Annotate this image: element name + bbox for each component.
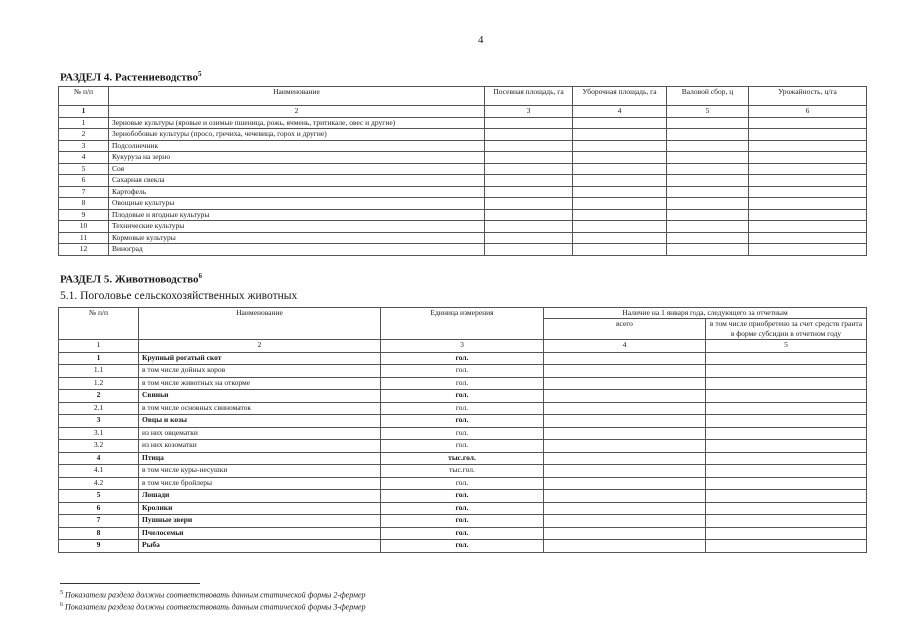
livestock-row-name: Кролики (139, 502, 381, 515)
livestock-row-unit: тыс.гол. (381, 452, 544, 465)
col-header-n: № п/п (59, 87, 109, 106)
section4-footnote-ref: 5 (198, 70, 202, 78)
livestock-row (59, 477, 867, 490)
crop-row-name: Соя (109, 163, 485, 175)
total-cell[interactable] (544, 515, 706, 528)
productivity-cell[interactable] (749, 129, 867, 141)
crop-row-name: Кормовые культуры (109, 232, 485, 244)
grant-cell[interactable] (706, 465, 867, 478)
livestock-row-name: из них овцематки (139, 427, 381, 440)
livestock-row-number: 9 (59, 540, 139, 553)
footnote-6 (60, 602, 366, 612)
crop-row (59, 221, 867, 233)
col-header-grant: в том числе приобретено за счет средств гранта в форме субсидии в отчетном году (706, 319, 867, 340)
livestock-table-header (59, 308, 867, 319)
grant-cell[interactable] (706, 352, 867, 365)
col-header-productivity: Урожайность, ц/га (749, 87, 867, 106)
grant-cell[interactable] (706, 527, 867, 540)
livestock-row-unit: гол. (381, 390, 544, 403)
livestock-row-number: 1.1 (59, 365, 139, 378)
footnote-5 (60, 590, 366, 600)
livestock-row-name: Пушные звери (139, 515, 381, 528)
gross-yield-cell[interactable] (667, 232, 749, 244)
livestock-row (59, 452, 867, 465)
total-cell[interactable] (544, 427, 706, 440)
crop-row-name: Картофель (109, 186, 485, 198)
total-cell[interactable] (544, 527, 706, 540)
livestock-row-unit: гол. (381, 415, 544, 428)
col-header-harvested-area: Уборочная площадь, га (573, 87, 667, 106)
crop-row-number: 5 (59, 163, 109, 175)
productivity-cell[interactable] (749, 186, 867, 198)
livestock-row-unit: гол. (381, 490, 544, 503)
livestock-row-unit: гол. (381, 477, 544, 490)
crop-row-number: 3 (59, 140, 109, 152)
livestock-row-number: 8 (59, 527, 139, 540)
harvested-area-cell[interactable] (573, 221, 667, 233)
footnote-5-ref: 5 (60, 590, 63, 596)
crop-row (59, 175, 867, 187)
crop-row-name: Зернобобовые культуры (просо, гречиха, чечевица, горох и другие) (109, 129, 485, 141)
total-cell[interactable] (544, 465, 706, 478)
sown-area-cell[interactable] (485, 232, 573, 244)
livestock-row (59, 365, 867, 378)
livestock-row-unit: гол. (381, 402, 544, 415)
crop-table-numbering (59, 106, 867, 118)
harvested-area-cell[interactable] (573, 140, 667, 152)
footnote-6-text: Показатели раздела должны соответствовать данным статической формы 3-фермер (65, 602, 366, 612)
col-number: 2 (109, 106, 485, 118)
total-cell[interactable] (544, 402, 706, 415)
livestock-row (59, 527, 867, 540)
livestock-row-unit: гол. (381, 352, 544, 365)
total-cell[interactable] (544, 440, 706, 453)
gross-yield-cell[interactable] (667, 244, 749, 256)
productivity-cell[interactable] (749, 232, 867, 244)
productivity-cell[interactable] (749, 140, 867, 152)
sown-area-cell[interactable] (485, 186, 573, 198)
crop-row-name: Овощные культуры (109, 198, 485, 210)
livestock-row (59, 415, 867, 428)
productivity-cell[interactable] (749, 221, 867, 233)
total-cell[interactable] (544, 415, 706, 428)
crop-row (59, 209, 867, 221)
total-cell[interactable] (544, 365, 706, 378)
col-number: 3 (485, 106, 573, 118)
col-number: 1 (59, 340, 139, 353)
livestock-table (58, 307, 867, 553)
col-header-name: Наименование (139, 308, 381, 340)
col-header-name: Наименование (109, 87, 485, 106)
gross-yield-cell[interactable] (667, 129, 749, 141)
crop-row-name: Подсолнечник (109, 140, 485, 152)
sown-area-cell[interactable] (485, 244, 573, 256)
crop-table-header (59, 87, 867, 106)
grant-cell[interactable] (706, 427, 867, 440)
grant-cell[interactable] (706, 540, 867, 553)
crop-row-number: 6 (59, 175, 109, 187)
crop-row (59, 117, 867, 129)
gross-yield-cell[interactable] (667, 117, 749, 129)
livestock-row-unit: гол. (381, 377, 544, 390)
crop-row (59, 232, 867, 244)
harvested-area-cell[interactable] (573, 175, 667, 187)
gross-yield-cell[interactable] (667, 163, 749, 175)
livestock-row-number: 1.2 (59, 377, 139, 390)
grant-cell[interactable] (706, 402, 867, 415)
crop-row (59, 198, 867, 210)
crop-table (58, 86, 867, 256)
livestock-row-name: из них козоматки (139, 440, 381, 453)
grant-cell[interactable] (706, 515, 867, 528)
sown-area-cell[interactable] (485, 198, 573, 210)
grant-cell[interactable] (706, 365, 867, 378)
harvested-area-cell[interactable] (573, 117, 667, 129)
crop-row-name: Технические культуры (109, 221, 485, 233)
livestock-row-number: 1 (59, 352, 139, 365)
gross-yield-cell[interactable] (667, 140, 749, 152)
crop-row (59, 244, 867, 256)
gross-yield-cell[interactable] (667, 209, 749, 221)
livestock-row-number: 3 (59, 415, 139, 428)
livestock-row-number: 2.1 (59, 402, 139, 415)
livestock-row (59, 515, 867, 528)
crop-row-number: 2 (59, 129, 109, 141)
sown-area-cell[interactable] (485, 163, 573, 175)
harvested-area-cell[interactable] (573, 244, 667, 256)
livestock-row-name: в том числе животных на откорме (139, 377, 381, 390)
productivity-cell[interactable] (749, 117, 867, 129)
crop-row-number: 11 (59, 232, 109, 244)
livestock-row-name: в том числе дойных коров (139, 365, 381, 378)
productivity-cell[interactable] (749, 209, 867, 221)
livestock-row-name: Свиньи (139, 390, 381, 403)
crop-row-number: 9 (59, 209, 109, 221)
total-cell[interactable] (544, 540, 706, 553)
grant-cell[interactable] (706, 490, 867, 503)
col-header-unit: Единица измерения (381, 308, 544, 340)
harvested-area-cell[interactable] (573, 152, 667, 164)
grant-cell[interactable] (706, 502, 867, 515)
livestock-row-name: Пчелосемьи (139, 527, 381, 540)
col-header-n: № п/п (59, 308, 139, 340)
livestock-row-number: 6 (59, 502, 139, 515)
crop-row-number: 1 (59, 117, 109, 129)
livestock-row-number: 5 (59, 490, 139, 503)
grant-cell[interactable] (706, 477, 867, 490)
livestock-row (59, 465, 867, 478)
livestock-row-unit: тыс.гол. (381, 465, 544, 478)
footnote-divider (60, 583, 200, 584)
col-number: 4 (544, 340, 706, 353)
harvested-area-cell[interactable] (573, 232, 667, 244)
section4-title (60, 70, 202, 84)
col-header-availability: Наличие на 1 января года, следующего за отчетным (544, 308, 867, 319)
crop-row (59, 140, 867, 152)
gross-yield-cell[interactable] (667, 221, 749, 233)
section5-title-text: РАЗДЕЛ 5. Животноводство (60, 273, 199, 286)
col-number: 4 (573, 106, 667, 118)
livestock-row-name: Рыба (139, 540, 381, 553)
productivity-cell[interactable] (749, 163, 867, 175)
grant-cell[interactable] (706, 377, 867, 390)
livestock-row-unit: гол. (381, 540, 544, 553)
sown-area-cell[interactable] (485, 152, 573, 164)
livestock-row-unit: гол. (381, 427, 544, 440)
livestock-row-name: в том числе куры-несушки (139, 465, 381, 478)
livestock-row-number: 3.2 (59, 440, 139, 453)
livestock-row (59, 440, 867, 453)
total-cell[interactable] (544, 452, 706, 465)
col-number: 3 (381, 340, 544, 353)
total-cell[interactable] (544, 477, 706, 490)
crop-row (59, 186, 867, 198)
productivity-cell[interactable] (749, 175, 867, 187)
livestock-row-number: 2 (59, 390, 139, 403)
harvested-area-cell[interactable] (573, 163, 667, 175)
crop-row-name: Зерновые культуры (яровые и озимые пшеница, рожь, ячмень, тритикале, овес и другие) (109, 117, 485, 129)
harvested-area-cell[interactable] (573, 186, 667, 198)
sown-area-cell[interactable] (485, 117, 573, 129)
col-number: 1 (59, 106, 109, 118)
col-number: 5 (667, 106, 749, 118)
livestock-row-number: 4.2 (59, 477, 139, 490)
livestock-row-number: 7 (59, 515, 139, 528)
livestock-row-name: в том числе основных свиноматок (139, 402, 381, 415)
harvested-area-cell[interactable] (573, 209, 667, 221)
col-number: 6 (749, 106, 867, 118)
section5-title (60, 272, 202, 286)
gross-yield-cell[interactable] (667, 152, 749, 164)
crop-row-number: 8 (59, 198, 109, 210)
productivity-cell[interactable] (749, 152, 867, 164)
section5-footnote-ref: 6 (198, 272, 202, 280)
grant-cell[interactable] (706, 452, 867, 465)
page-number: 4 (478, 34, 484, 46)
col-number: 5 (706, 340, 867, 353)
productivity-cell[interactable] (749, 244, 867, 256)
col-header-sown-area: Посевная площадь, га (485, 87, 573, 106)
livestock-row-name: Птица (139, 452, 381, 465)
sown-area-cell[interactable] (485, 209, 573, 221)
livestock-row-name: Крупный рогатый скот (139, 352, 381, 365)
livestock-row (59, 377, 867, 390)
crop-row (59, 129, 867, 141)
total-cell[interactable] (544, 502, 706, 515)
total-cell[interactable] (544, 377, 706, 390)
sown-area-cell[interactable] (485, 175, 573, 187)
productivity-cell[interactable] (749, 198, 867, 210)
livestock-row (59, 402, 867, 415)
total-cell[interactable] (544, 352, 706, 365)
grant-cell[interactable] (706, 390, 867, 403)
livestock-row (59, 390, 867, 403)
gross-yield-cell[interactable] (667, 186, 749, 198)
harvested-area-cell[interactable] (573, 129, 667, 141)
col-header-gross-yield: Валовой сбор, ц (667, 87, 749, 106)
livestock-row (59, 427, 867, 440)
livestock-row-name: Лошади (139, 490, 381, 503)
total-cell[interactable] (544, 490, 706, 503)
footnote-5-text: Показатели раздела должны соответствовать данным статической формы 2-фермер (65, 590, 366, 600)
section5-subtitle: 5.1. Поголовье сельскохозяйственных животных (60, 290, 298, 302)
footnote-6-ref: 6 (60, 602, 63, 608)
crop-row-name: Плодовые и ягодные культуры (109, 209, 485, 221)
crop-row-number: 12 (59, 244, 109, 256)
crop-row (59, 152, 867, 164)
crop-row-name: Кукуруза на зерно (109, 152, 485, 164)
livestock-row-number: 3.1 (59, 427, 139, 440)
crop-row-number: 4 (59, 152, 109, 164)
sown-area-cell[interactable] (485, 129, 573, 141)
livestock-row-unit: гол. (381, 440, 544, 453)
livestock-row (59, 502, 867, 515)
section4-title-text: РАЗДЕЛ 4. Растениеводство (60, 71, 199, 84)
grant-cell[interactable] (706, 440, 867, 453)
sown-area-cell[interactable] (485, 221, 573, 233)
gross-yield-cell[interactable] (667, 198, 749, 210)
livestock-row-unit: гол. (381, 527, 544, 540)
col-header-total: всего (544, 319, 706, 340)
crop-row-number: 10 (59, 221, 109, 233)
gross-yield-cell[interactable] (667, 175, 749, 187)
col-number: 2 (139, 340, 381, 353)
livestock-row (59, 540, 867, 553)
grant-cell[interactable] (706, 415, 867, 428)
livestock-row-unit: гол. (381, 515, 544, 528)
livestock-row-number: 4 (59, 452, 139, 465)
crop-row (59, 163, 867, 175)
crop-row-number: 7 (59, 186, 109, 198)
harvested-area-cell[interactable] (573, 198, 667, 210)
total-cell[interactable] (544, 390, 706, 403)
livestock-table-numbering (59, 340, 867, 353)
sown-area-cell[interactable] (485, 140, 573, 152)
livestock-row-unit: гол. (381, 502, 544, 515)
crop-row-name: Сахарная свекла (109, 175, 485, 187)
livestock-row-unit: гол. (381, 365, 544, 378)
livestock-row-name: Овцы и козы (139, 415, 381, 428)
livestock-row-name: в том числе бройлеры (139, 477, 381, 490)
crop-row-name: Виноград (109, 244, 485, 256)
livestock-row (59, 490, 867, 503)
livestock-row-number: 4.1 (59, 465, 139, 478)
livestock-row (59, 352, 867, 365)
